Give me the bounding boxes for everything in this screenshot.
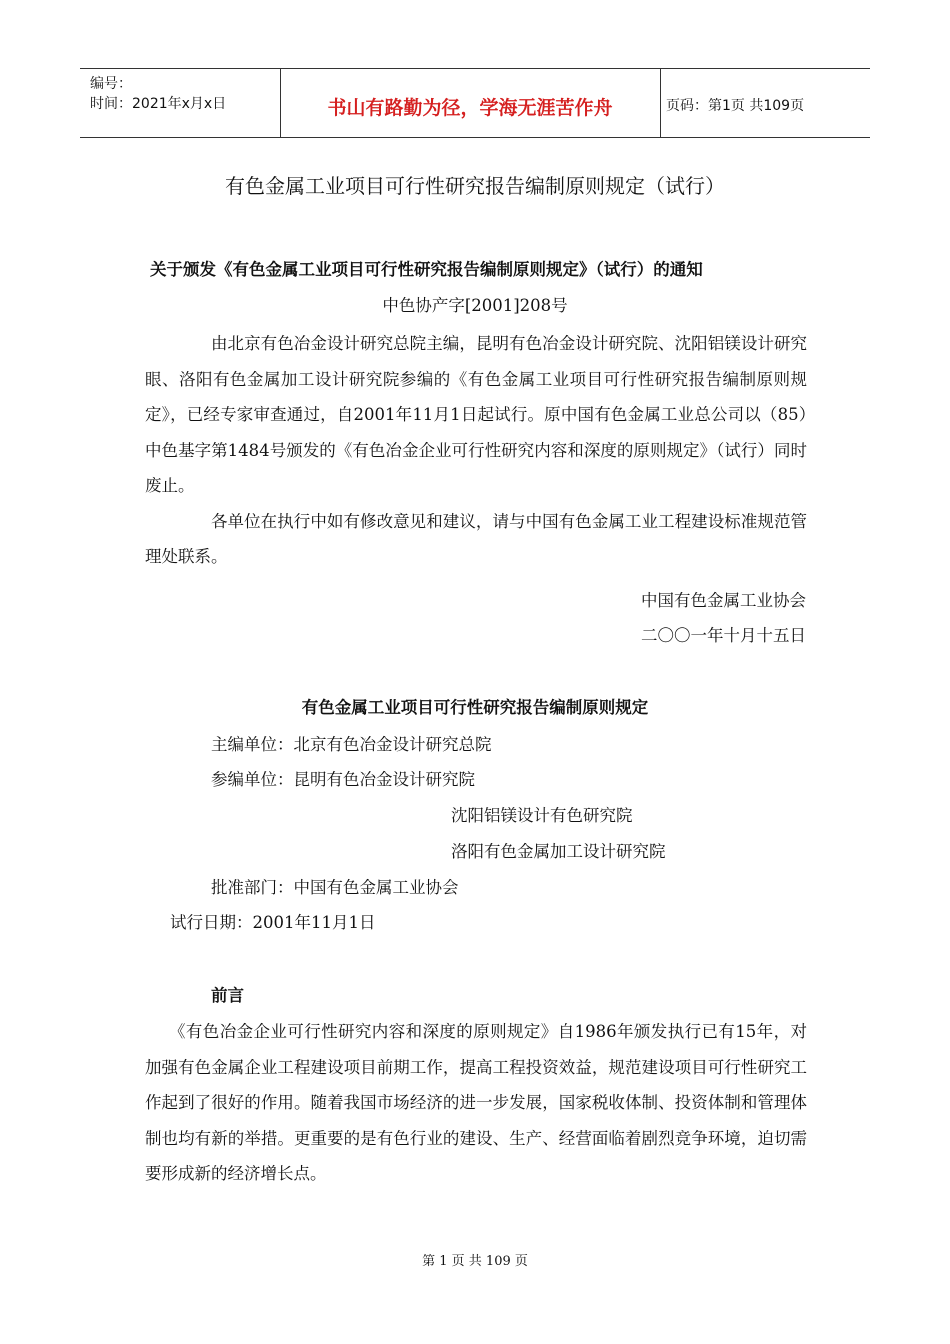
co-editor-unit-3: 洛阳有色金属加工设计研究院 [451, 842, 666, 861]
header-meta-cell [80, 69, 281, 137]
co-editor-unit-1: 参编单位：昆明有色冶金设计研究院 [211, 770, 475, 789]
notice-title: 关于颁发《有色金属工业项目可行性研究报告编制原则规定》（试行）的通知 [150, 260, 703, 279]
signature-date: 二〇〇一年十月十五日 [641, 626, 806, 645]
page-header [80, 68, 870, 138]
header-time-label: 时间：2021年x月x日 [90, 96, 227, 112]
co-editor-unit-2: 沈阳铝镁设计有色研究院 [451, 806, 633, 825]
signature-organization: 中国有色金属工业协会 [641, 591, 806, 610]
header-motto: 书山有路勤为径，学海无涯苦作舟 [327, 97, 613, 119]
preface-heading: 前言 [211, 986, 244, 1005]
preface-body [145, 1014, 807, 1192]
notice-doc-number: 中色协产字[2001]208号 [382, 296, 568, 315]
spec-title: 有色金属工业项目可行性研究报告编制原则规定 [301, 698, 649, 717]
notice-paragraph-1: 由北京有色冶金设计研究总院主编，昆明有色冶金设计研究院、沈阳铝镁设计研究眼、洛阳有色金属加工设计研究院参编的《有色金属工业项目可行性研究报告编制原则规定》，已经专家审查通过，自2001年11月1日起试行。原中国有色金属工业总公司以（85）中色基字第1484号颁发的《有色冶金企业可行性研究内容和深度的原则规定》（试行）同时废止。 [145, 334, 807, 495]
preface-paragraph: 《有色冶金企业可行性研究内容和深度的原则规定》自1986年颁发执行已有15年，对加强有色金属企业工程建设项目前期工作，提高工程投资效益，规范建设项目可行性研究工作起到了很好的作用。随着我国市场经济的进一步发展，国家税收体制、投资体制和管理体制也均有新的举措。更重要的是有色行业的建设、生产、经营面临着剧烈竞争环境，迫切需要形成新的经济增长点。 [145, 1022, 807, 1183]
approving-department: 批准部门：中国有色金属工业协会 [211, 878, 459, 897]
document-title: 有色金属工业项目可行性研究报告编制原则规定（试行） [225, 174, 725, 198]
header-number-label: 编号： [90, 76, 132, 92]
chief-editor-unit: 主编单位：北京有色冶金设计研究总院 [211, 735, 492, 754]
header-motto-cell [280, 69, 661, 137]
notice-body [145, 326, 807, 575]
header-page-info: 页码：第1页 共109页 [666, 98, 805, 114]
notice-paragraph-2: 各单位在执行中如有修改意见和建议，请与中国有色金属工业工程建设标准规范管理处联系。 [145, 511, 807, 566]
trial-date: 试行日期：2001年11月1日 [170, 913, 376, 932]
page-footer: 第 1 页 共 109 页 [422, 1254, 528, 1269]
header-page-cell [660, 69, 870, 137]
